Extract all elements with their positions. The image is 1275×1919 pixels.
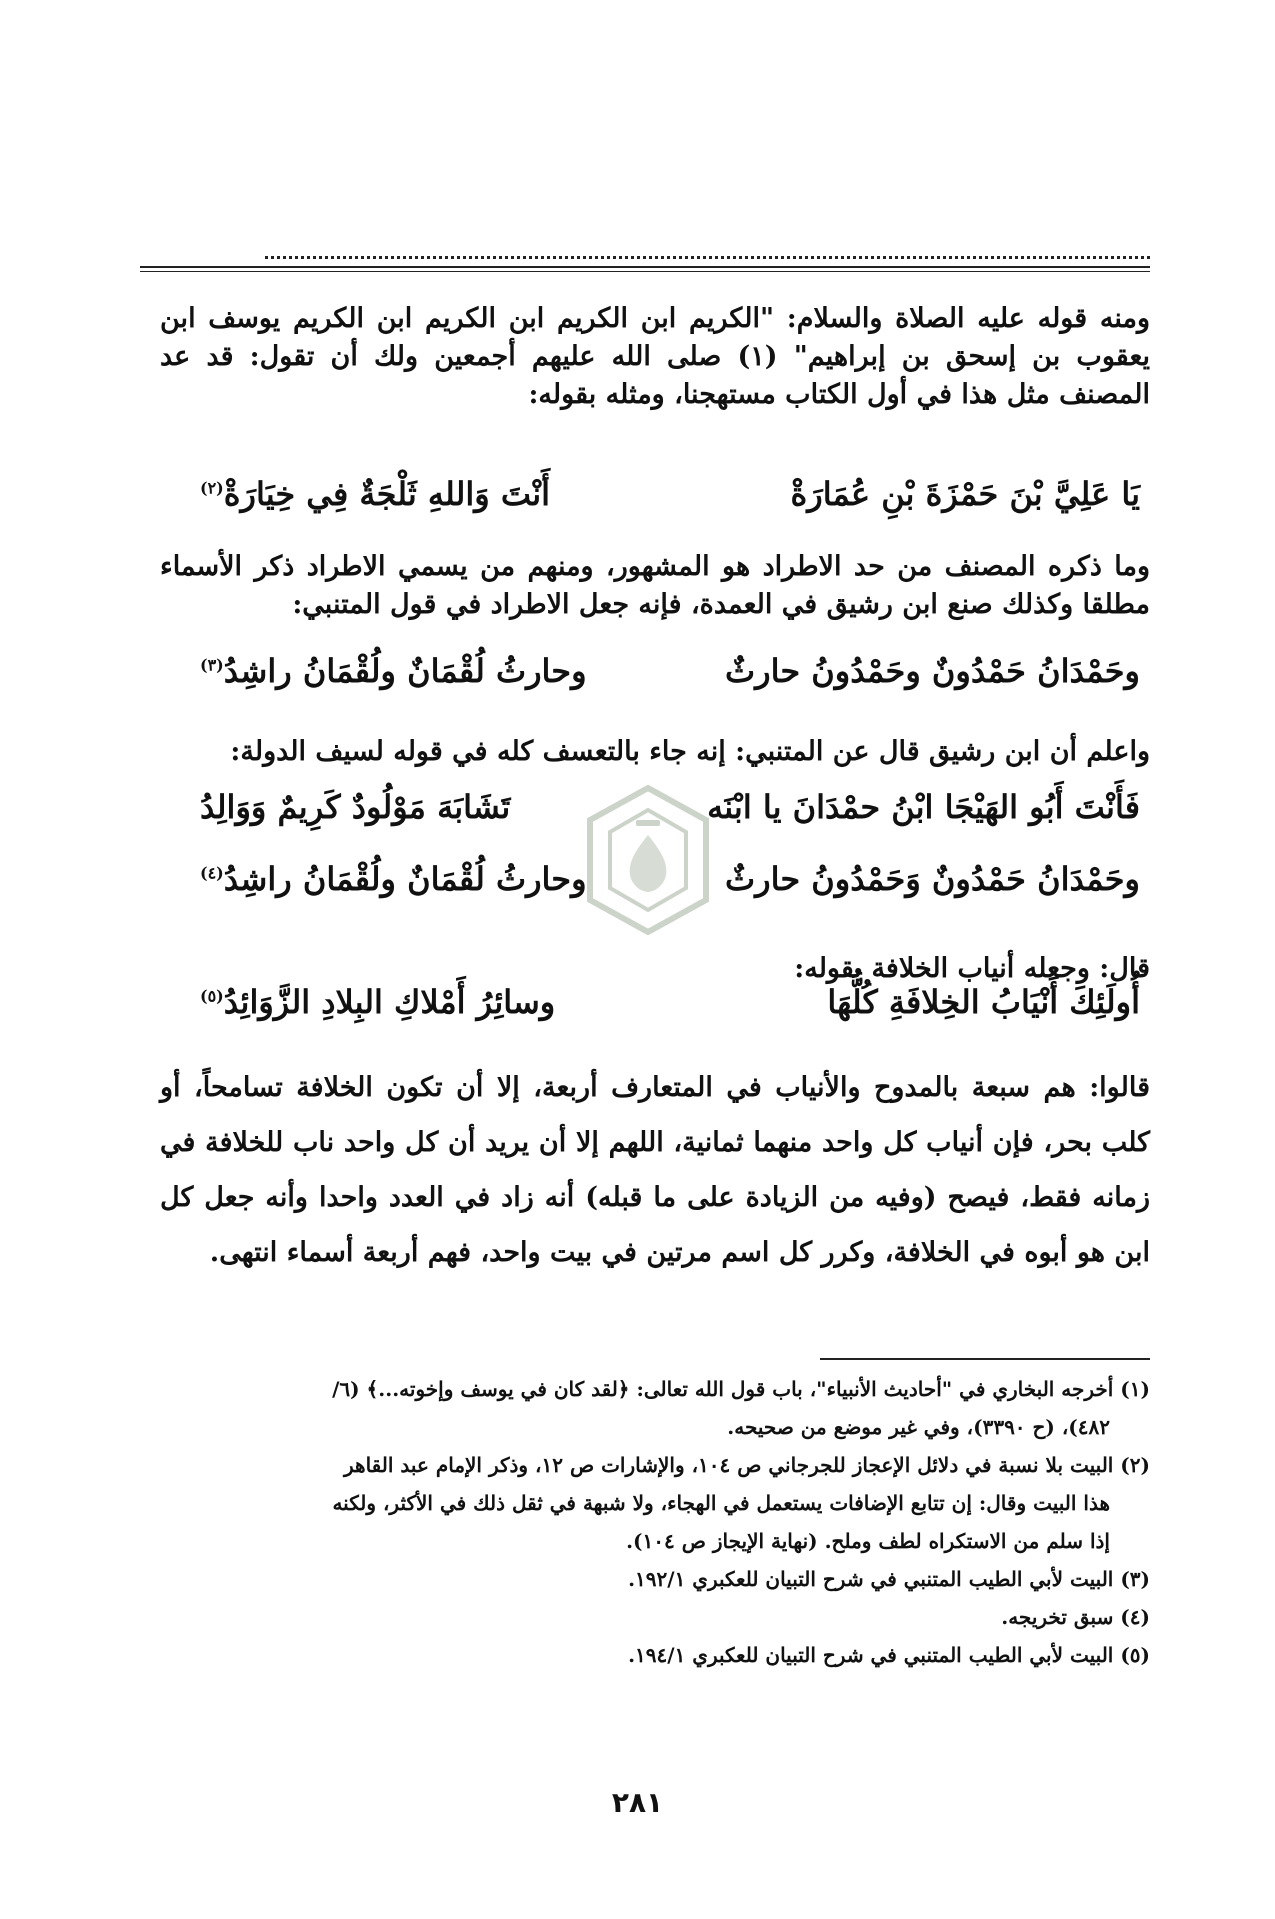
verse-5-first-hemistich (827, 983, 1140, 1021)
verse-3-left-text: تَشَابَهَ مَوْلُودٌ كَرِيمٌ وَوَالِدُ (200, 788, 511, 826)
footnote-separator (820, 1358, 1150, 1360)
paragraph-2: وما ذكره المصنف من حد الاطراد هو المشهور، ومنهم من يسمي الاطراد ذكر الأسماء مطلقا وكذلك صنع ابن رشيق في العمدة، فإنه جعل الاطراد في قول المتنبي: (160, 551, 1150, 620)
verse-4-left-text: وحارثُ لُقْمَانٌ ولُقْمَانُ راشِدُ (223, 860, 587, 898)
verse-2-footnote-ref: (٣) (200, 655, 224, 675)
footnote-2-line-2: هذا البيت وقال: إن تتابع الإضافات يستعمل في الهجاء، ولا شبهة في ثقل ذلك في الأكثر، ولكنه (332, 1491, 1110, 1515)
footnote-1-line-2: ٤٨٢)، (ح ٣٣٩٠)، وفي غير موضع من صحيحه. (727, 1415, 1110, 1439)
footnote-5: (٥) البيت لأبي الطيب المتنبي في شرح التبيان للعكبري ١٩٤/١. (628, 1643, 1150, 1667)
verse-3-first-hemistich (707, 788, 1140, 826)
paragraph-5: قالوا: هم سبعة بالمدوح والأنياب في المتعارف أربعة، إلا أن تكون الخلافة تسامحاً، أو كلب بحر، فإن أنياب كل واحد منهما ثمانية، اللهم إلا أن يريد أن كل واحد ناب للخلافة في زمانه فقط، فيصح (وفيه من الزيادة على ما قبله) أنه زاد في العدد واحدا وأنه جعل كل ابن هو أبوه في الخلافة، وكرر كل اسم مرتين في بيت واحد، فهم أربعة أسماء انتهى. (160, 1072, 1150, 1268)
verse-4-right-text: وحَمْدَانُ حَمْدُونٌ وَحَمْدُونُ حارثٌ (725, 860, 1140, 898)
verse-5-footnote-ref: (٥) (200, 986, 224, 1006)
header-line-thick (140, 266, 1150, 268)
verse-2 (200, 652, 1140, 690)
paragraph-3: واعلم أن ابن رشيق قال عن المتنبي: إنه جاء بالتعسف كله في قوله لسيف الدولة: (230, 736, 1150, 767)
verse-1-right-text: يَا عَلِيَّ بْنَ حَمْزَةَ بْنِ عُمَارَةْ (790, 475, 1140, 513)
verse-1 (200, 475, 1140, 513)
verse-5-left-text: وسائِرُ أَمْلاكِ البِلادِ الزَّوَائِدُ (223, 983, 556, 1021)
verse-4-first-hemistich (725, 860, 1140, 898)
verse-5-right-text: أُولَئِكَ أَنْيَابُ الخِلافَةِ كُلُّهَا (827, 983, 1140, 1021)
footnote-3: (٣) البيت لأبي الطيب المتنبي في شرح التبيان للعكبري ١٩٢/١. (628, 1567, 1150, 1591)
footnote-2-line-1: (٢) البيت بلا نسبة في دلائل الإعجاز للجرجاني ص ١٠٤، والإشارات ص ١٢، وذكر الإمام عبد القاهر (344, 1453, 1150, 1477)
header-dotted-line (265, 256, 1150, 259)
header-line-thin (140, 271, 1150, 272)
verse-1-left-text: أَنْتَ وَاللهِ ثَلْجَةٌ فِي خِيَارَةْ (223, 475, 551, 513)
verse-4-second-hemistich (200, 860, 587, 898)
paragraph-1: ومنه قوله عليه الصلاة والسلام: "الكريم ابن الكريم ابن الكريم ابن الكريم يوسف ابن يعقوب بن إسحق بن إبراهيم" (١) صلى الله عليهم أجمعين ولك أن تقول: قد عد المصنف مثل هذا في أول الكتاب مستهجنا، ومثله بقوله: (160, 303, 1150, 410)
verse-1-first-hemistich (790, 475, 1140, 513)
footnotes (130, 1370, 1150, 1674)
footnote-4: (٤) سبق تخريجه. (1001, 1605, 1150, 1629)
verse-4-footnote-ref: (٤) (200, 863, 224, 883)
verse-2-second-hemistich (200, 652, 587, 690)
verse-2-first-hemistich (725, 652, 1140, 690)
page-number: ٢٨١ (611, 1786, 664, 1819)
verse-3-right-text: فَأَنْتَ أَبُو الهَيْجَا ابْنُ حمْدَانَ يا ابْنَه (707, 788, 1140, 826)
verse-1-footnote-ref: (٢) (200, 478, 224, 498)
verse-3-second-hemistich (200, 788, 510, 826)
verse-5 (200, 983, 1140, 1021)
paragraph-4: قال: وجعله أنياب الخلافة بقوله: (794, 953, 1150, 984)
library-watermark-logo (578, 780, 718, 940)
verse-5-second-hemistich (200, 983, 555, 1021)
verse-2-right-text: وحَمْدَانُ حَمْدُونٌ وحَمْدُونُ حارثٌ (725, 652, 1140, 690)
footnote-2-line-3: إذا سلم من الاستكراه لطف وملح. (نهاية الإيجاز ص ١٠٤). (626, 1529, 1110, 1553)
verse-2-left-text: وحارثُ لُقْمَانٌ ولُقْمَانُ راشِدُ (223, 652, 587, 690)
footnote-1-line-1: (١) أخرجه البخاري في "أحاديث الأنبياء"، باب قول الله تعالى: ﴿لقد كان في يوسف وإخوته...﴾ (٦/ (332, 1377, 1150, 1401)
verse-1-second-hemistich (200, 475, 550, 513)
